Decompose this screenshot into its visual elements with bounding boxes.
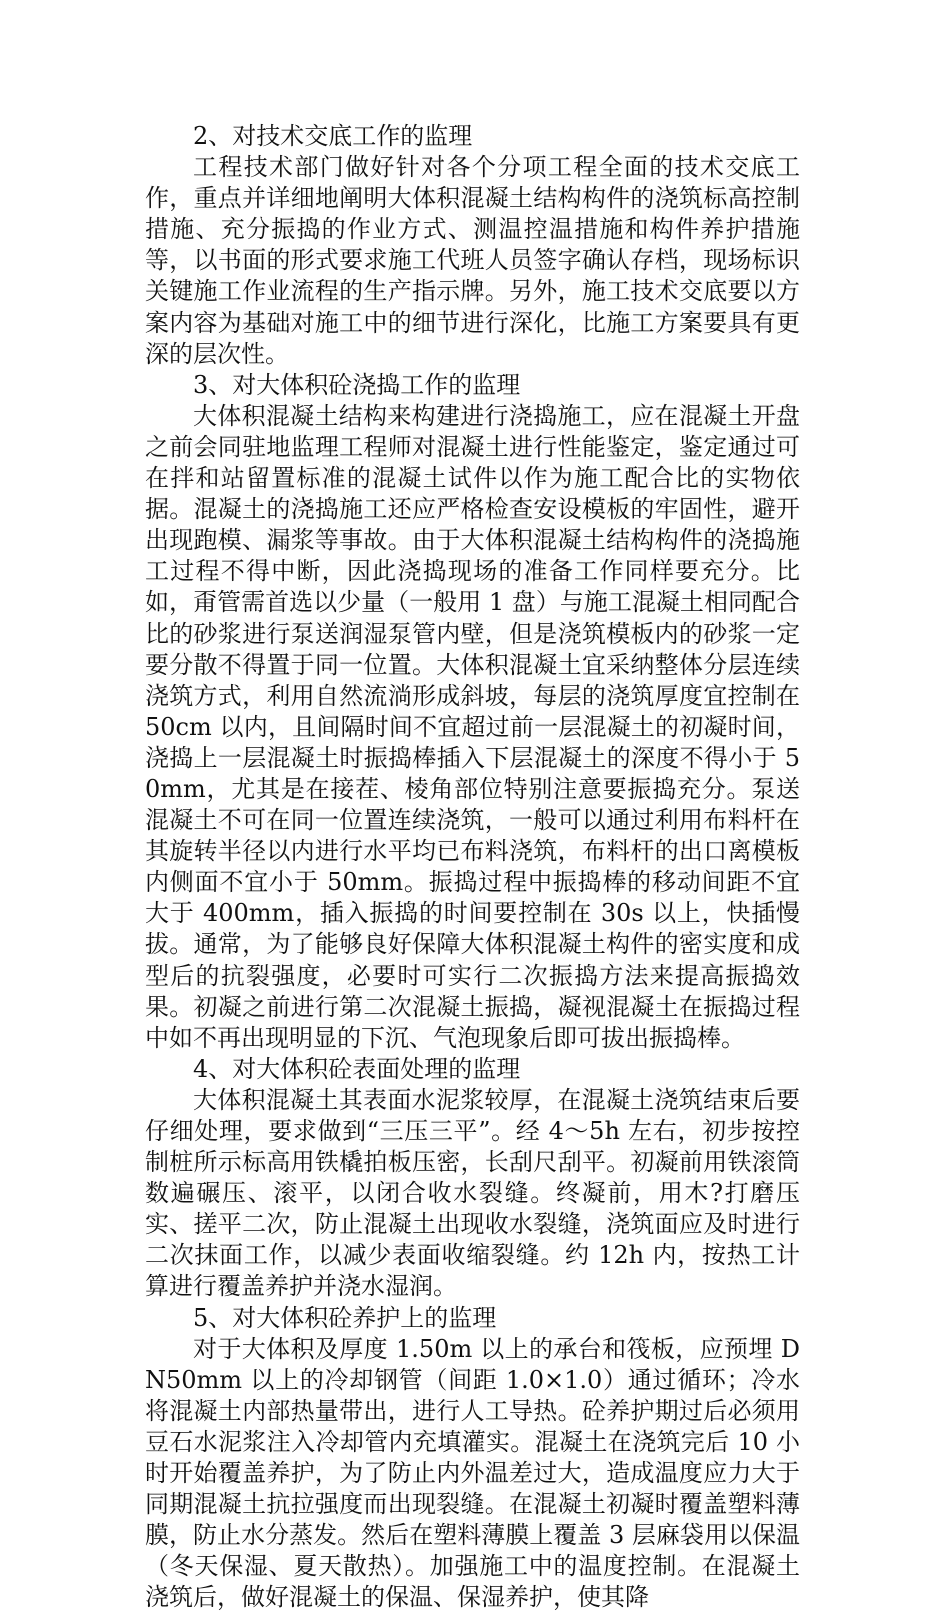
section-heading: 5、对大体积砼养护上的监理 bbox=[193, 1303, 497, 1332]
section-paragraph: 对于大体积及厚度 1.50m 以上的承台和筏板，应预埋 DN50mm 以上的冷却钢管（间距 1.0×1.0）通过循环；冷水将混凝土内部热量带出，进行人工导热。砼养护期过后必须用豆石水泥浆注入冷却管内充填灌实。混凝土在浇筑完后 10 小时开始覆盖养护，为了防止内外温差过大，造成温度应力大于同期混凝土抗拉强度而出现裂缝。在混凝土初凝时覆盖塑料薄膜，防止水分蒸发。然后在塑料薄膜上覆盖 3 层麻袋用以保温（冬天保湿、夏天散热）。加强施工中的温度控制。在混凝土浇筑后，做好混凝土的保温、保湿养护，使其降 bbox=[145, 1334, 800, 1612]
section-paragraph: 工程技术部门做好针对各个分项工程全面的技术交底工作，重点并详细地阐明大体积混凝土结构构件的浇筑标高控制措施、充分振捣的作业方式、测温控温措施和构件养护措施等，以书面的形式要求施工代班人员签字确认存档，现场标识关键施工作业流程的生产指示牌。另外，施工技术交底要以方案内容为基础对施工中的细节进行深化，比施工方案要具有更深的层次性。 bbox=[145, 153, 800, 368]
section-heading: 2、对技术交底工作的监理 bbox=[193, 122, 473, 150]
document-body bbox=[145, 121, 800, 1614]
section-paragraph: 大体积混凝土结构来构建进行浇捣施工，应在混凝土开盘之前会同驻地监理工程师对混凝土进行性能鉴定，鉴定通过可在拌和站留置标准的混凝土试件以作为施工配合比的实物依据。混凝土的浇捣施工还应严格检查安设模板的牢固性，避开出现跑模、漏浆等事故。由于大体积混凝土结构构件的浇捣施工过程不得中断，因此浇捣现场的准备工作同样要充分。比如，甭管需首选以少量（一般用 1 盘）与施工混凝土相同配合比的砂浆进行泵送润湿泵管内壁，但是浇筑模板内的砂浆一定要分散不得置于同一位置。大体积混凝土宜采纳整体分层连续浇筑方式，利用自然流淌形成斜坡，每层的浇筑厚度宜控制在 50cm 以内，且间隔时间不宜超过前一层混凝土的初凝时间，浇捣上一层混凝土时振捣棒插入下层混凝土的深度不得小于 50mm，尤其是在接茬、棱角部位特别注意要振捣充分。泵送混凝土不可在同一位置连续浇筑，一般可以通过利用布料杆在其旋转半径以内进行水平均已布料浇筑，布料杆的出口离模板内侧面不宜小于 50mm。振捣过程中振捣棒的移动间距不宜大于 400mm，插入振捣的时间要控制在 30s 以上，快插慢拔。通常，为了能够良好保障大体积混凝土构件的密实度和成型后的抗裂强度，必要时可实行二次振捣方法来提高振捣效果。初凝之前进行第二次混凝土振捣，凝视混凝土在振捣过程中如不再出现明显的下沉、气泡现象后即可拔出振捣棒。 bbox=[145, 401, 800, 1052]
section-paragraph: 大体积混凝土其表面水泥浆较厚，在混凝土浇筑结束后要仔细处理，要求做到“三压三平”。经 4～5h 左右，初步按控制桩所示标高用铁橇拍板压密，长刮尺刮平。初凝前用铁滚筒数遍碾压、滚平，以闭合收水裂缝。终凝前，用木?打磨压实、搓平二次，防止混凝土出现收水裂缝，浇筑面应及时进行二次抹面工作，以减少表面收缩裂缝。约 12h 内，按热工计算进行覆盖养护并浇水湿润。 bbox=[145, 1085, 800, 1301]
section-heading: 3、对大体积砼浇捣工作的监理 bbox=[193, 370, 521, 399]
section-heading: 4、对大体积砼表面处理的监理 bbox=[193, 1054, 521, 1083]
